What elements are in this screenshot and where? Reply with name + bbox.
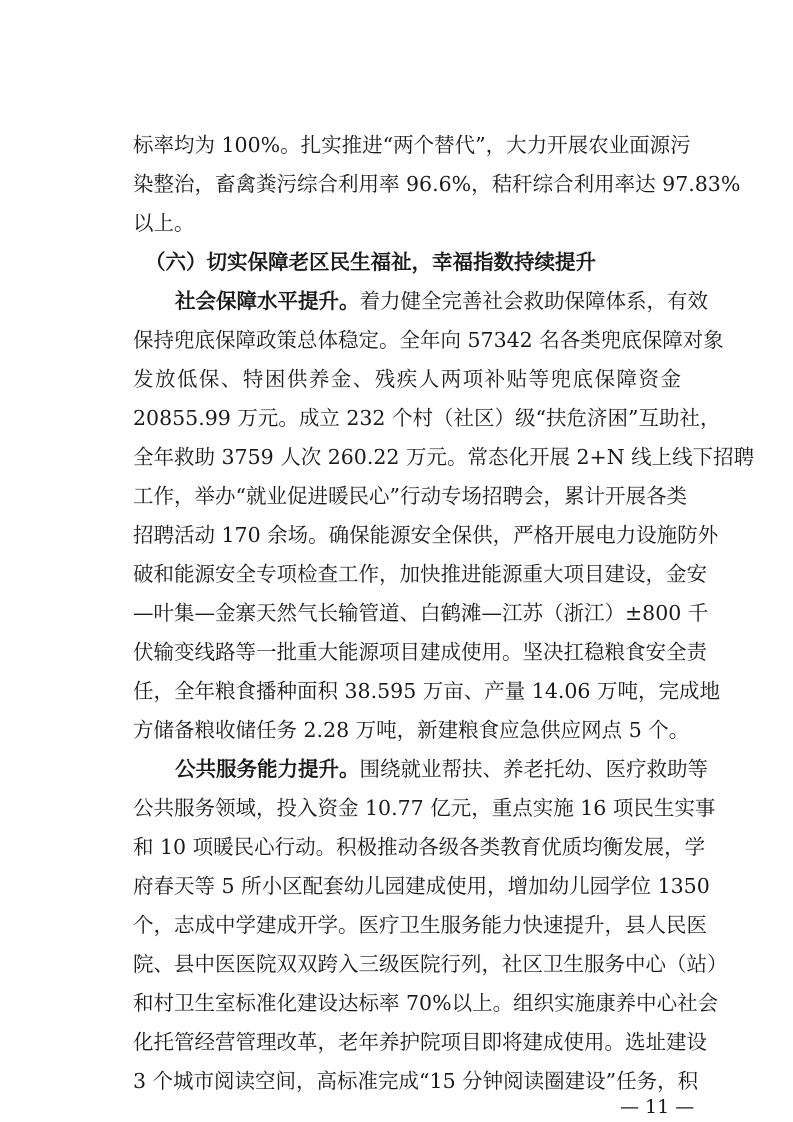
paragraph-text: 着力健全完善社会救助保障体系，有效 [359,289,708,313]
text-line: 染整治，畜禽粪污综合利用率 96.6%，秸秆综合利用率达 97.83% [133,172,741,196]
page-number: — 11 — [620,1096,695,1118]
text-line: 发放低保、特困供养金、残疾人两项补贴等兜底保障资金 [133,367,681,391]
paragraph-first-line [175,287,708,315]
text-line: 任，全年粮食播种面积 38.595 万亩、产量 14.06 万吨，完成地 [133,679,720,703]
text-line: 方储备粮收储任务 2.28 万吨，新建粮食应急供应网点 5 个。 [133,718,690,742]
text-line: 个，志成中学建成开学。医疗卫生服务能力快速提升，县人民医 [133,913,707,937]
text-line: 伏输变线路等一批重大能源项目建成使用。坚决扛稳粮食安全责 [133,640,707,664]
text-line: 院、县中医医院双双跨入三级医院行列，社区卫生服务中心（站） [133,952,728,976]
text-line: 化托管经营管理改革，老年养护院项目即将建成使用。选址建设 [133,1030,707,1054]
text-line: 招聘活动 170 余场。确保能源安全保供，严格开展电力设施防外 [133,523,719,547]
paragraph-lead: 社会保障水平提升。 [175,289,360,313]
text-line: 公共服务领域，投入资金 10.77 亿元，重点实施 16 项民生实事 [133,796,716,820]
text-line: —叶集—金寨天然气长输管道、白鹤滩—江苏（浙江）±800 千 [133,601,709,625]
section-heading: （六）切实保障老区民生福祉，幸福指数持续提升 [145,250,596,274]
text-line: 20855.99 万元。成立 232 个村（社区）级“扶危济困”互助社， [133,406,721,430]
text-line: 3 个城市阅读空间，高标准完成“15 分钟阅读圈建设”任务，积 [133,1069,699,1093]
text-line: 标率均为 100%。扎实推进“两个替代”，大力开展农业面源污 [133,133,691,157]
paragraph-first-line [175,755,708,783]
text-line: 以上。 [133,211,195,235]
paragraph-text: 围绕就业帮扶、养老托幼、医疗救助等 [359,757,708,781]
text-line: 和 10 项暖民心行动。积极推动各级各类教育优质均衡发展，学 [133,835,706,859]
text-line: 府春天等 5 所小区配套幼儿园建成使用，增加幼儿园学位 1350 [133,874,710,898]
text-line: 全年救助 3759 人次 260.22 万元。常态化开展 2+N 线上线下招聘 [133,445,755,469]
paragraph-lead: 公共服务能力提升。 [175,757,360,781]
text-line: 和村卫生室标准化建设达标率 70%以上。组织实施康养中心社会 [133,991,719,1015]
text-line: 破和能源安全专项检查工作，加快推进能源重大项目建设，金安 [133,562,707,586]
text-line: 工作，举办“就业促进暖民心”行动专场招聘会，累计开展各类 [133,484,687,508]
text-line: 保持兜底保障政策总体稳定。全年向 57342 名各类兜底保障对象 [133,328,724,352]
